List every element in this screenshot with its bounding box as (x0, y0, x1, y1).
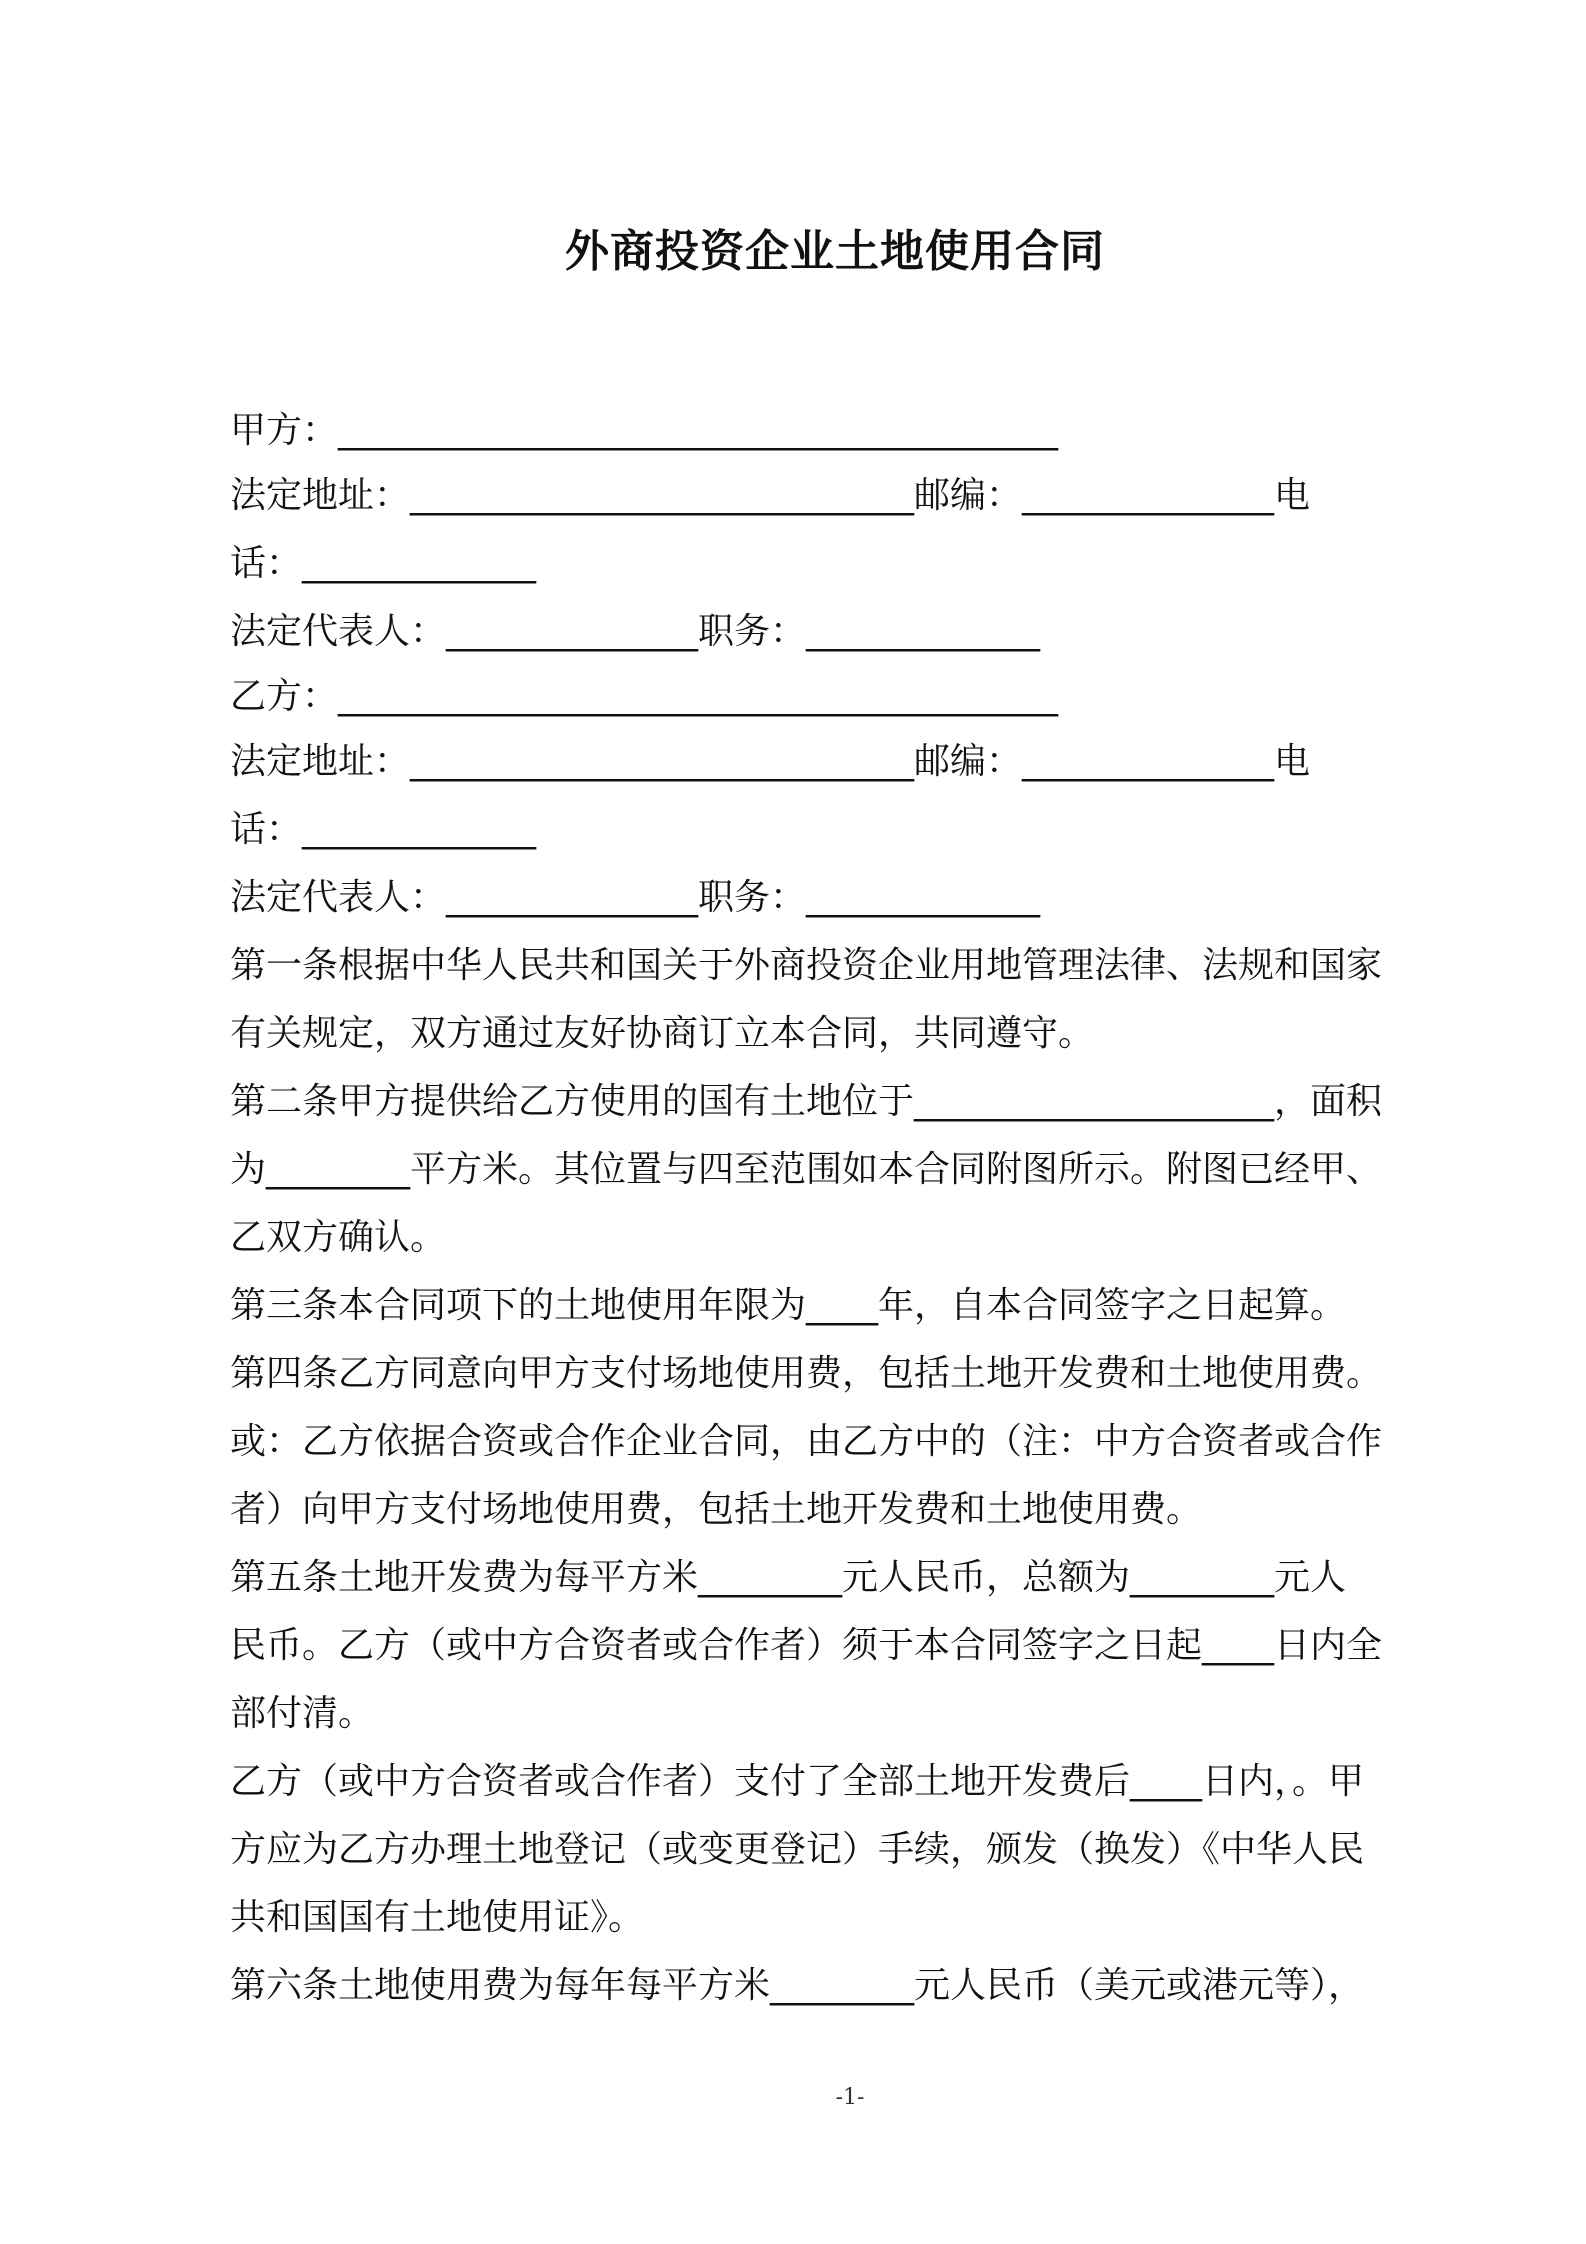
party-b-name-line: 乙方：________________________________________ (230, 676, 1059, 717)
article-2-line-3: 乙双方确认。 (230, 1217, 447, 1258)
article-6-line-1: 第六条土地使用费为每年每平方米________元人民币（美元或港元等）， (230, 1965, 1365, 2006)
article-4-alt-line-1: 或：乙方依据合资或合作企业合同，由乙方中的（注：中方合资者或合作 (230, 1421, 1383, 1462)
party-a-phone-line: 话：_____________ (230, 543, 537, 584)
party-b-address-line: 法定地址：____________________________邮编：______________电 (230, 741, 1311, 782)
article-4-alt-line-2: 者）向甲方支付场地使用费，包括土地开发费和土地使用费。 (230, 1489, 1203, 1530)
article-5-para-2-line-1: 乙方（或中方合资者或合作者）支付了全部土地开发费后____日内，。甲 (230, 1761, 1365, 1802)
party-b-representative-line: 法定代表人：______________职务：_____________ (230, 877, 1041, 918)
article-4-line: 第四条乙方同意向甲方支付场地使用费，包括土地开发费和土地使用费。 (230, 1353, 1383, 1394)
article-1-line-2: 有关规定，双方通过友好协商订立本合同，共同遵守。 (230, 1013, 1095, 1054)
article-2-line-1: 第二条甲方提供给乙方使用的国有土地位于____________________，面积 (230, 1081, 1383, 1122)
document-body (230, 400, 1450, 2020)
article-5-line-3: 部付清。 (230, 1693, 375, 1734)
party-a-name-line: 甲方：________________________________________ (230, 410, 1059, 451)
article-5-line-1: 第五条土地开发费为每平方米________元人民币，总额为________元人 (230, 1557, 1347, 1598)
document-title: 外商投资企业土地使用合同 (565, 226, 1105, 277)
article-1-line-1: 第一条根据中华人民共和国关于外商投资企业用地管理法律、法规和国家 (230, 945, 1383, 986)
article-5-line-2: 民币。乙方（或中方合资者或合作者）须于本合同签字之日起____日内全 (230, 1625, 1383, 1666)
article-3-line: 第三条本合同项下的土地使用年限为____年，自本合同签字之日起算。 (230, 1285, 1347, 1326)
party-a-representative-line: 法定代表人：______________职务：_____________ (230, 611, 1041, 652)
article-2-line-2: 为________平方米。其位置与四至范围如本合同附图所示。附图已经甲、 (230, 1149, 1383, 1190)
article-5-para-2-line-2: 方应为乙方办理土地登记（或变更登记）手续，颁发（换发）《中华人民 (230, 1829, 1365, 1870)
party-b-phone-line: 话：_____________ (230, 809, 537, 850)
party-a-address-line: 法定地址：____________________________邮编：______________电 (230, 475, 1311, 516)
article-5-para-2-line-3: 共和国国有土地使用证》。 (230, 1897, 645, 1938)
page-number: -1- (835, 2085, 865, 2110)
